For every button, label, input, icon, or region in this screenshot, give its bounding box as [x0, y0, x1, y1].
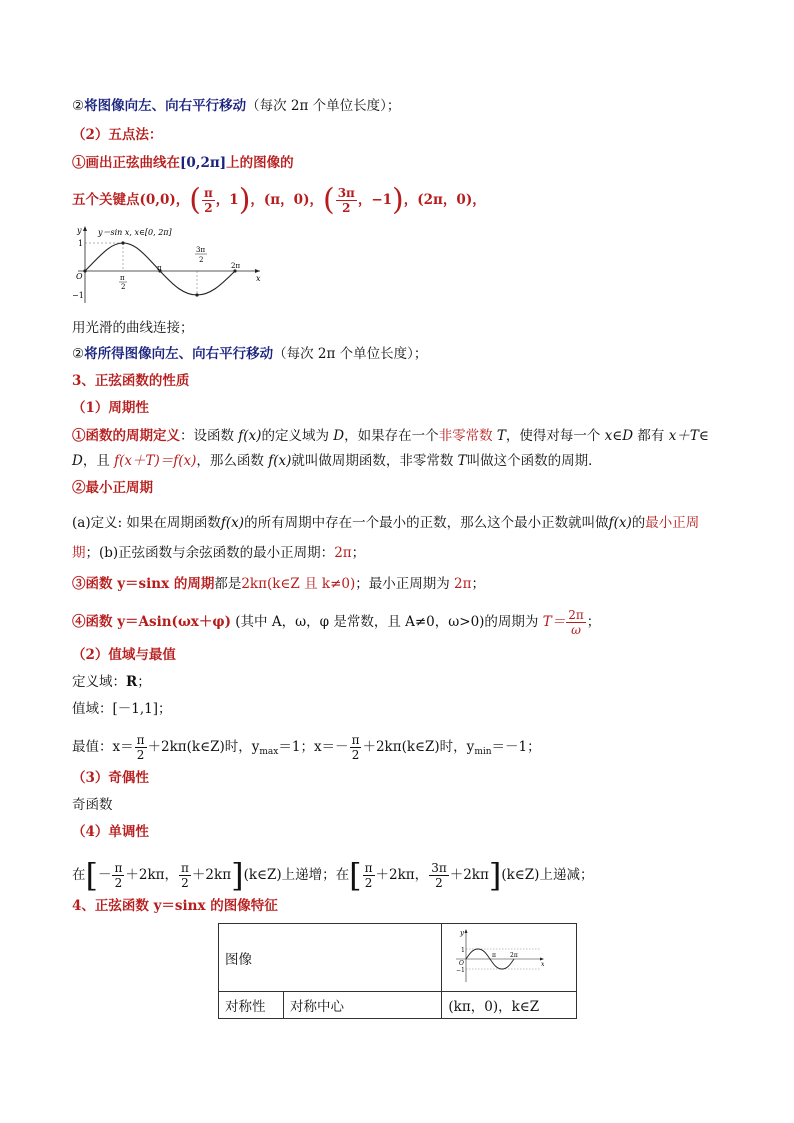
svg-text:2π: 2π [510, 951, 519, 959]
domain-line: 定义域：R； [72, 674, 151, 690]
svg-text:π: π [157, 264, 162, 272]
general-sin-period: ④函数 y＝Asin(ωx＋φ) (其中 A，ω，φ 是常数，且 A≠0，ω>0)的周期为 T＝ $\frac{2\pi}{\omega}$ ； [72, 608, 601, 637]
table-row [219, 924, 577, 992]
range-line: 值域：[－1,1]； [72, 701, 172, 717]
heading-range: （2）值域与最值 [72, 647, 176, 663]
svg-text:x: x [541, 960, 545, 968]
section-4-heading: 4、正弦函数 y＝sinx 的图像特征 [72, 898, 278, 914]
heading-periodicity: （1）周期性 [72, 400, 149, 416]
svg-text:3π: 3π [196, 246, 206, 254]
svg-text:π: π [120, 274, 125, 282]
period-definition: ①函数的周期定义：设函数 f(x)的定义域为 D，如果存在一个非零常数 T，使得对每一个 x∈D 都有 x＋T∈ [72, 428, 709, 444]
odd-function: 奇函数 [72, 797, 113, 813]
svg-text:y: y [77, 226, 82, 235]
step-draw: ①画出正弦曲线在[0,2π]上的图像的 [72, 155, 294, 171]
min-period-definition: (a)定义: 如果在周期函数f(x)的所有周期中存在一个最小的正数，那么这个最小正数就叫做f(x)的最小正周 [72, 515, 700, 531]
sine-features-table [218, 923, 577, 1019]
heading-parity: （3）奇偶性 [72, 770, 149, 786]
svg-text:2: 2 [199, 256, 204, 264]
section-3-heading: 3、正弦函数的性质 [72, 373, 190, 389]
table-cell-symmetry: 对称性 [219, 992, 284, 1019]
step-shift-1: ②将图像向左、向右平行移动（每次 2π 个单位长度）； [72, 98, 401, 114]
table-cell-graph [442, 924, 577, 992]
svg-text:1: 1 [78, 239, 84, 248]
svg-text:x: x [256, 274, 261, 283]
min-period-definition-cont: 期；(b)正弦函数与余弦函数的最小正周期：2π； [72, 545, 366, 561]
period-definition-cont: D，且 f(x＋T)＝f(x)，那么函数 f(x)就叫做周期函数，非零常数 T叫做这个函数的周期． [72, 453, 602, 469]
table-cell-symmetry-value: (kπ，0)，k∈Z [442, 992, 577, 1019]
smooth-connect: 用光滑的曲线连接； [72, 320, 194, 336]
sine-graph [72, 223, 267, 308]
heading-min-period: ②最小正周期 [72, 480, 153, 496]
svg-text:O: O [76, 272, 83, 281]
graph-label: y＝sin x, x∈[0, 2π] [98, 228, 172, 237]
monotonicity-line: 在[－ $\frac{\pi}{2}$ ＋2kπ， $\frac{\pi}{2}$ ＋2kπ](k∈Z)上递增；在[ $\frac{\pi}{2}$ ＋2kπ， $\frac{3\pi}{2}$ ＋2kπ](k∈Z)上递减； [72, 856, 594, 895]
extrema-line: 最值：x＝ $\frac{\pi}{2}$ ＋2kπ(k∈Z)时，$y_{max}=1$；x＝－ $\frac{\pi}{2}$ ＋2kπ(k∈Z)时，$y_{min}=-1$； [72, 733, 541, 762]
svg-text:−1: −1 [72, 291, 84, 300]
mini-sine-graph [448, 927, 548, 985]
step-shift-2: ②将所得图像向左、向右平行移动（每次 2π 个单位长度）； [72, 346, 428, 362]
svg-text:y: y [460, 928, 465, 937]
svg-text:2π: 2π [231, 262, 241, 270]
sin-period: ③函数 y＝sinx 的周期都是2kπ(k∈Z 且 k≠0)；最小正周期为 2π； [72, 576, 486, 592]
table-cell-symmetry-center: 对称中心 [284, 992, 442, 1019]
table-row [219, 992, 577, 1019]
table-cell-graph-label: 图像 [219, 924, 442, 992]
svg-text:O: O [459, 959, 465, 967]
svg-text:1: 1 [461, 946, 466, 954]
svg-text:π: π [492, 951, 497, 959]
heading-five-point: （2）五点法： [72, 127, 163, 143]
five-key-points: 五个关键点(0,0)，( $\frac{\pi}{2}$ ，1)，(π，0)，( $\frac{3\pi}{2}$ ，−1)，(2π，0)， [72, 182, 486, 218]
svg-text:−1: −1 [456, 966, 466, 974]
svg-text:2: 2 [121, 283, 126, 291]
heading-monotonicity: （4）单调性 [72, 824, 149, 840]
